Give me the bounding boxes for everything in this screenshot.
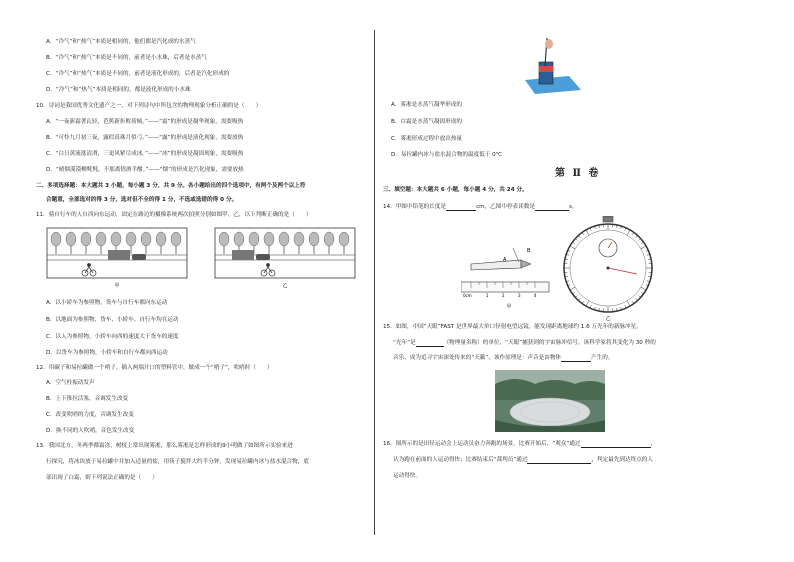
can-photo: [523, 36, 583, 96]
q11-label-jia: 甲: [114, 283, 120, 289]
q16-line2: [393, 457, 653, 464]
q11-option-d: D．以货车为参照物，小轿车和自行车都向西运动: [46, 350, 168, 356]
q15-text-b: （物理量名称）的单位，“天眼”捕获到的宇宙脉冲信号，该科学家将其变化为 30 秒的: [443, 340, 656, 346]
q10-option-b: B．“可怜九月初三夜，露似真珠月似弓。”——“露”的形成是液化现象，需要放热: [46, 135, 244, 141]
q12-option-b: B．上下推拉活塞，音调发生改变: [46, 396, 129, 402]
q13-line3: 部出现了白霜，则下列说法正确的是（ ）: [46, 475, 158, 481]
q11-stem: 11．骑自行车的人自西向东运动，固定在路边的摄像系统两次拍照分别如图甲、乙，以下判断正确的是（ ）: [36, 212, 312, 218]
q14-label-yi: 乙: [605, 316, 611, 322]
q16-blank-2[interactable]: [527, 457, 591, 464]
q14-stopwatch-figure: [555, 216, 665, 322]
q15-text-d: 产生的。: [591, 355, 614, 361]
car-icon: [132, 254, 146, 260]
q15-text-a: “光年”是: [393, 340, 416, 346]
q11-figure-jia: [46, 227, 188, 289]
pencil-icon: [471, 260, 521, 270]
ruler-tick-2: 2: [502, 293, 505, 298]
q16-text-b: ，: [650, 441, 657, 447]
q13-option-d: D．易拉罐内冰与盐水混合物的温度低于 0℃: [391, 152, 503, 158]
q16-text-c: 认为跑在前面的人运动得快；比赛结束后“裁判员”通过: [393, 457, 528, 463]
q12-stem: 12．用碳子和易拉罐做一个哨子，插入两端开口的塑料管中，做成一个“哨子”，吹哨时（ ）: [36, 365, 273, 371]
ruler-tick-1: 1: [486, 293, 489, 298]
bicycle-icon: [82, 264, 96, 277]
q11-option-a: A．以小轿车为参照物，货车与自行车都向东运动: [46, 300, 168, 306]
q16-blank-1[interactable]: [581, 441, 651, 448]
q10-option-a: A．“一夜新霜著瓦轻，芭蕉新折败荷倾。”——“霜”的形成是凝华现象，需要吸热: [46, 119, 244, 125]
q11-option-b: B．以地面为参照物，货车、小轿车、自行车均在运动: [46, 317, 179, 323]
q11-figure-yi: [214, 227, 356, 289]
car-icon: [256, 254, 270, 260]
fast-telescope-photo: [495, 370, 605, 432]
q9-option-c: C．“冷气”和“热气”本质是不同的，前者是液化形成的，后者是汽化形成的: [46, 71, 230, 77]
q13-line1: 13．我国北方，冬两季都霜冻，树枝上常出现雾凇，那么雾凇是怎样形成的9小明做了如图所示实验来进: [36, 443, 293, 449]
section3-header: 三、填空题：本大题共 6 小题，每小题 4 分，共 24 分。: [383, 187, 528, 193]
q15-line1: 15．如图，中国“天眼”FAST 是世界最大单口径射电望远镜，能发现距离地球约 1.6 万光年的新脉冲星，: [383, 324, 642, 330]
q9-option-b: B．“冷气”和“热气”本质是不同的，前者是小水珠，后者是水蒸气: [46, 55, 207, 61]
q15-text-c: 音乐，成为追寻宇宙深处传来的“天籁”，该作原理是：声音是由物体: [393, 355, 562, 361]
column-divider: [374, 30, 375, 535]
q9-option-d: D．“冷气”和“热气”本质是相同的，都是液化形成的小水珠: [46, 87, 191, 93]
section2-line1: 二、多项选择题：本大题共 3 小题，每小题 3 分，共 9 分。各小题给出的四个选项中，有两个及两个以上符: [36, 183, 306, 189]
bicycle-icon: [261, 264, 275, 277]
point-b-label: B: [527, 248, 531, 254]
point-a-label: A: [503, 257, 507, 263]
q10-option-c: C．“白日黄流涨清渭，三更风紧尽成冰。”——“冰”的形成是凝固现象，需要吸热: [46, 151, 244, 157]
q14-prefix: 14．甲图中铅笔的长度是: [383, 204, 447, 210]
section2-line2: 合题意，全部选对的得 3 分，选对但不全的得 1 分，不选或选错的得 0 分。: [46, 197, 238, 203]
q10-option-d: D．“晴烟漠漠柳毵毵，不那离情酒半酣。”——“烟”的形成是汽化现象，需要放热: [46, 167, 244, 173]
q14-mid: cm，乙图中停表读数是: [476, 204, 535, 210]
q13-option-c: C．雾凇形成过程中放出热量: [391, 136, 463, 142]
q14-label-jia: 甲: [506, 304, 512, 310]
q15-blank-2[interactable]: [561, 355, 591, 362]
q15-line2: [393, 340, 656, 347]
q12-option-d: D．换不同的人吹哨，音色发生改变: [46, 428, 135, 434]
q15-blank-1[interactable]: [416, 340, 444, 347]
q12-option-a: A．空气柱振动发声: [46, 380, 95, 386]
q16-text-a: 16．图所示的是田径运动会上运动员奋力奔跑的场景，比赛开始后，“观众”通过: [383, 441, 581, 447]
ruler-tick-4: 4: [534, 293, 537, 298]
q14-ruler-figure: [461, 240, 557, 312]
q13-option-b: B．白霜是水蒸气凝固形成的: [391, 119, 462, 125]
q14-blank-2[interactable]: [535, 204, 569, 211]
truck-icon: [232, 250, 254, 260]
q14-stem: [383, 204, 577, 211]
q16-text-d: ，判定最先到达终点的人: [591, 457, 653, 463]
q11-label-yi: 乙: [282, 283, 288, 289]
truck-icon: [108, 250, 130, 260]
q13-line2: 行探究，将冰块放于易拉罐中并加入适量的盐，用筷子搅拌大约半分钟，发现易拉罐内冰与盐水混合物，底: [46, 459, 309, 465]
q13-option-a: A．雾凇是水蒸气凝华形成的: [391, 102, 462, 108]
ruler-tick-3: 3: [518, 293, 521, 298]
q10-stem: 10．诗词是我国优秀文化遗产之一，对下列诗句中所包含的物理现象分析正确的是（ ）: [36, 103, 262, 109]
q14-blank-1[interactable]: [446, 204, 476, 211]
ruler: [461, 282, 549, 292]
q16-line1: [383, 441, 656, 448]
q12-option-c: C．改变吹哨的力度，音调发生改变: [46, 412, 134, 418]
q9-option-a: A．“冷气”和“热气”本质是相同的，他们都是汽化成的水蒸气: [46, 39, 196, 45]
section-title-ii: 第 Ⅱ 卷: [555, 168, 601, 179]
q16-line3: 运动得快。: [393, 473, 421, 479]
q14-suffix: s。: [568, 204, 578, 210]
q11-option-c: C．以人为参照物，小轿车向西的速度大于货车的速度: [46, 334, 179, 340]
ruler-tick-0: 0cm: [463, 293, 472, 298]
q15-line3: [393, 355, 613, 362]
